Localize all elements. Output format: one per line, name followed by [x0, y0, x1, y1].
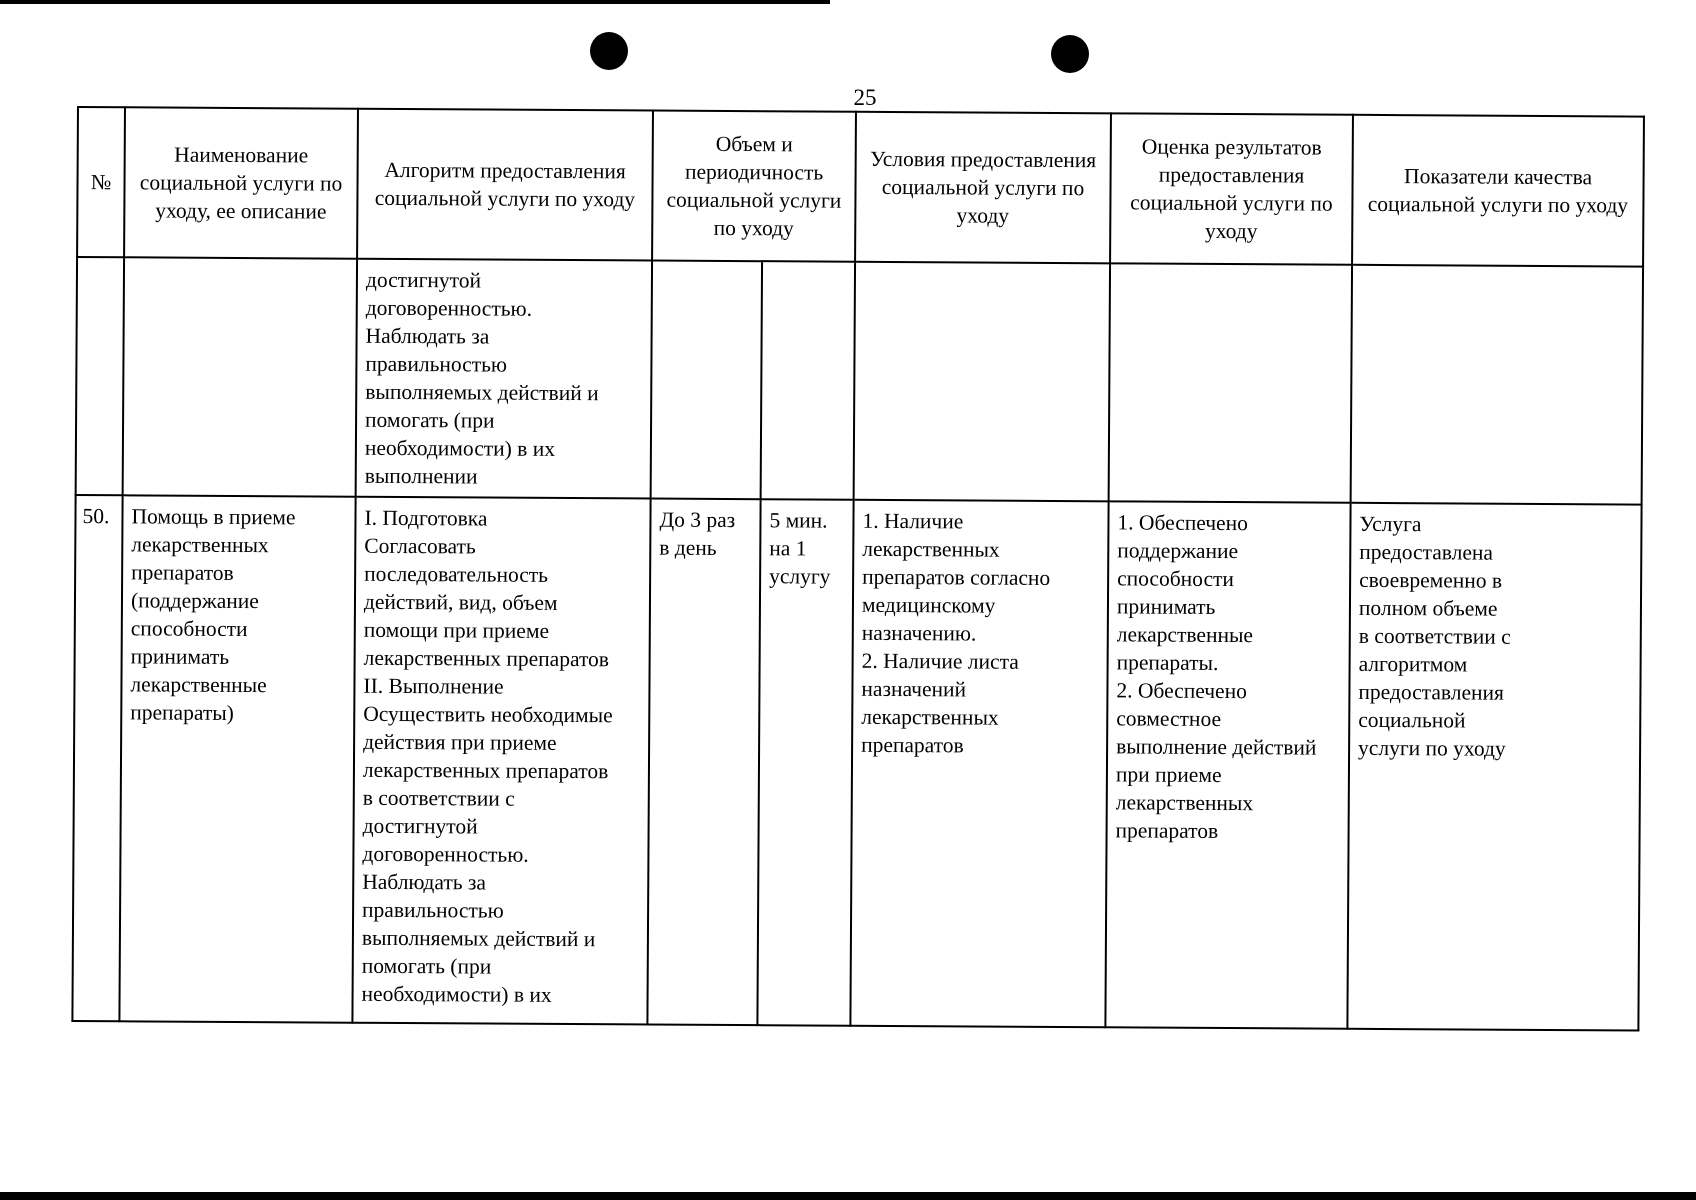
header-volume: Объем и периодичность социальной услуги по уходу [652, 111, 856, 262]
header-num: № [77, 107, 125, 257]
row50-duration-cell [757, 499, 853, 1026]
table-row-continuation [76, 257, 1643, 505]
header-evaluation: Оценка результатов предоставления социальной услуги по уходу [1110, 113, 1353, 264]
row50-name: Помощь в приеме лекарственных препаратов (поддержание способности принимать лекарственные препараты) [130, 504, 296, 725]
cont-frequency-cell [651, 261, 762, 500]
row50-algorithm-cell [352, 497, 650, 1025]
cont-name-cell [123, 257, 357, 496]
punch-hole-right [1051, 35, 1089, 73]
bottom-border-bar [0, 1192, 1696, 1200]
cont-quality-cell [1351, 265, 1643, 505]
punch-hole-left [590, 32, 628, 70]
header-algorithm: Алгоритм предоставления социальной услуги по уходу [357, 109, 653, 261]
header-name: Наименование социальной услуги по уходу, ее описание [124, 107, 358, 258]
services-table [71, 106, 1645, 1032]
row50-algorithm: I. Подготовка Согласовать последовательность действий, вид, объем помощи при приеме лекарственных препаратов II. Выполнение Осуществить необходимые действия при приеме лекарственных препаратов в соответствии с достигнутой договоренностью. Наблюдать за правильностью выполняемых действий и помогать (при необходимости) в их [361, 505, 613, 1007]
row50-evaluation: 1. Обеспечено поддержание способности принимать лекарственные препараты. 2. Обеспечено совместное выполнение действий при приеме лекарственных препаратов [1115, 510, 1317, 843]
header-quality: Показатели качества социальной услуги по уходу [1352, 115, 1644, 267]
table-header-row [77, 107, 1644, 267]
row50-quality-cell [1347, 503, 1641, 1031]
row50-conditions-cell [850, 500, 1108, 1028]
page-number: 25 [853, 85, 877, 110]
row50-num: 50. [72, 495, 122, 1021]
row50-name-cell [119, 495, 355, 1022]
row50-frequency-cell [647, 499, 760, 1026]
cont-num-cell [76, 257, 124, 495]
cont-algorithm-cell [356, 259, 652, 499]
cont-algorithm-text: достигнутой договоренностью. Наблюдать за правильностью выполняемых действий и помогать (при необходимости) в их выполнении [364, 267, 599, 489]
header-conditions: Условия предоставления социальной услуги по уходу [855, 112, 1111, 264]
cont-conditions-cell [854, 262, 1110, 502]
row50-evaluation-cell [1105, 501, 1350, 1028]
cont-evaluation-cell [1109, 263, 1352, 502]
row50-duration: 5 мин. на 1 услугу [769, 508, 831, 589]
table-row-50 [72, 495, 1641, 1031]
cont-duration-cell [761, 261, 855, 500]
row50-conditions: 1. Наличие лекарственных препаратов согласно медицинскому назначению. 2. Наличие листа назначений лекарственных препаратов [861, 508, 1051, 758]
row50-frequency: До 3 раз в день [659, 507, 736, 560]
top-border-bar [0, 0, 830, 4]
row50-quality: Услуга предоставлена своевременно в полном объеме в соответствии с алгоритмом предоставления социальной услуги по уходу [1358, 511, 1511, 761]
